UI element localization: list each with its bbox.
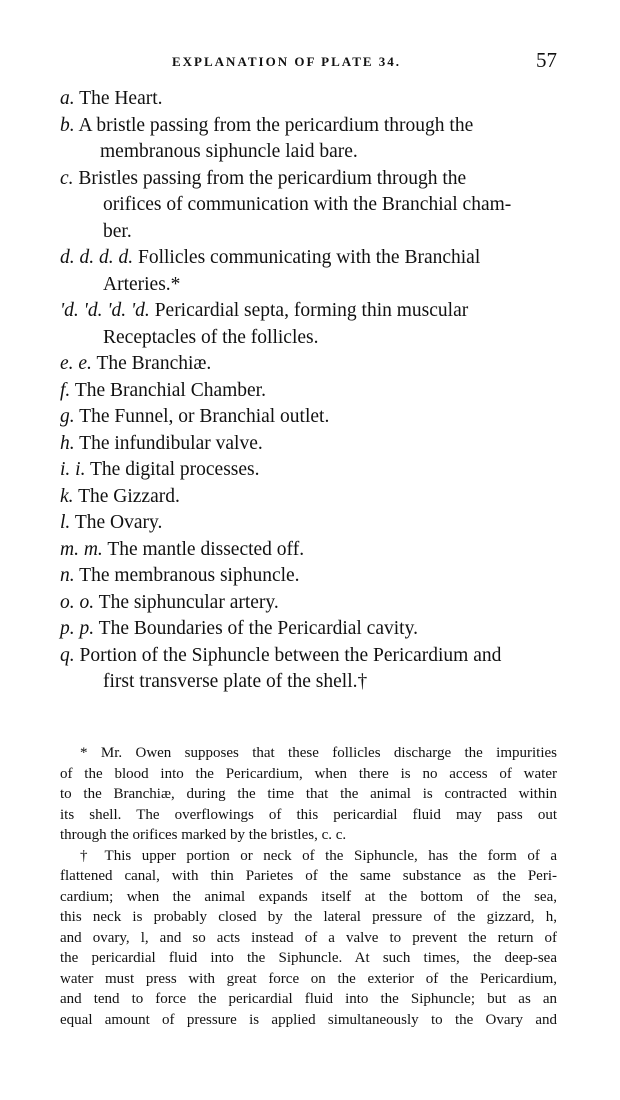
legend-text: The Branchiæ. (96, 353, 212, 374)
legend-text: A bristle passing from the pericardium through the (78, 114, 474, 136)
legend-key: g. (60, 406, 75, 427)
legend-key: b. (60, 114, 75, 136)
footnote-line: and tend to force the pericardial fluid into the Siphuncle; but as an (60, 991, 557, 1007)
legend-key: n. (60, 565, 75, 586)
footnote-line: this neck is probably closed by the lateral pressure of the gizzard, h, (60, 909, 557, 925)
footnote-line: water must press with great force on the exterior of the Pericardium, (60, 970, 557, 987)
footnote-line: through the orifices marked by the bristles, c. c. (60, 827, 347, 843)
legend-entry (60, 457, 557, 484)
footnote-line: † This upper portion or neck of the Siphuncle, has the form of a (80, 847, 557, 864)
legend-entry (60, 298, 557, 351)
footnote (60, 846, 557, 1031)
page-number: 57 (536, 48, 557, 72)
legend-entry (60, 113, 557, 166)
legend-entry (60, 404, 557, 431)
legend-key: 'd. 'd. 'd. 'd. (60, 300, 150, 321)
legend-key: c. (60, 167, 74, 189)
legend-entry (60, 563, 557, 590)
legend-entry (60, 643, 557, 696)
legend-text: Receptacles of the follicles. (103, 326, 319, 348)
footnote (60, 743, 557, 846)
legend-key: p. p. (60, 618, 95, 639)
legend-key: l. (60, 512, 71, 533)
legend-text: The infundibular valve. (79, 432, 263, 454)
running-title: EXPLANATION OF PLATE 34. (172, 54, 402, 69)
legend-key: d. d. d. d. (60, 247, 134, 268)
legend-entry (60, 351, 557, 378)
legend-entry (60, 378, 557, 405)
legend-entry (60, 616, 557, 643)
legend-text: The Gizzard. (78, 485, 180, 507)
legend-key: q. (60, 644, 75, 666)
legend-key: k. (60, 485, 74, 507)
footnote-line: the pericardial fluid into the Siphuncle. At such times, the deep-sea (60, 950, 557, 966)
legend-key: e. e. (60, 353, 92, 374)
legend-key: i. i. (60, 459, 86, 480)
page-header (60, 48, 560, 78)
footnote-line: flattened canal, with thin Parietes of the same substance as the Peri- (60, 868, 557, 884)
footnote-line: * Mr. Owen supposes that these follicles discharge the impurities (80, 745, 557, 761)
legend-entry (60, 484, 557, 511)
legend-entry (60, 590, 557, 617)
plate-legend (60, 86, 557, 696)
legend-entry (60, 431, 557, 458)
legend-entry (60, 86, 557, 113)
legend-entry (60, 245, 557, 298)
legend-text: Arteries.* (103, 273, 181, 295)
footnote-line: of the blood into the Pericardium, when there is no access of water (60, 765, 557, 782)
legend-text: The Heart. (79, 88, 163, 109)
footnote-line: cardium; when the animal expands itself at the bottom of the sea, (60, 888, 557, 905)
footnotes (60, 743, 557, 1030)
legend-text: The mantle dissected off. (107, 538, 305, 560)
legend-entry (60, 510, 557, 537)
legend-text: The Ovary. (74, 512, 163, 533)
legend-text: first transverse plate of the shell.† (103, 671, 368, 692)
legend-text: The siphuncular artery. (98, 591, 279, 613)
footnote-line: its shell. The overflowings of this pericardial fluid may pass out (60, 806, 557, 823)
legend-key: a. (60, 88, 75, 109)
legend-text: The digital processes. (90, 459, 260, 480)
legend-text: Bristles passing from the pericardium through the (78, 167, 467, 189)
legend-text: Pericardial septa, forming thin muscular (154, 300, 469, 321)
legend-text: Follicles communicating with the Branchial (138, 247, 481, 268)
legend-text: The Branchial Chamber. (74, 379, 266, 401)
legend-entry (60, 166, 557, 246)
legend-key: o. o. (60, 591, 95, 613)
legend-key: f. (60, 379, 71, 401)
legend-text: The Boundaries of the Pericardial cavity. (98, 618, 418, 639)
legend-text: The membranous siphuncle. (79, 565, 300, 586)
legend-text: ber. (103, 220, 132, 242)
legend-text: Portion of the Siphuncle between the Pericardium and (79, 644, 502, 666)
legend-text: The Funnel, or Branchial outlet. (79, 406, 330, 427)
legend-key: h. (60, 432, 75, 454)
footnote-line: and ovary, l, and so acts instead of a valve to prevent the return of (60, 929, 557, 946)
footnote-line: to the Branchiæ, during the time that the animal is contracted within (60, 786, 557, 802)
legend-text: orifices of communication with the Branchial cham- (103, 194, 512, 215)
legend-key: m. m. (60, 538, 103, 560)
legend-entry (60, 537, 557, 564)
footnote-line: equal amount of pressure is applied simultaneously to the Ovary and (60, 1011, 557, 1028)
legend-text: membranous siphuncle laid bare. (100, 141, 358, 162)
